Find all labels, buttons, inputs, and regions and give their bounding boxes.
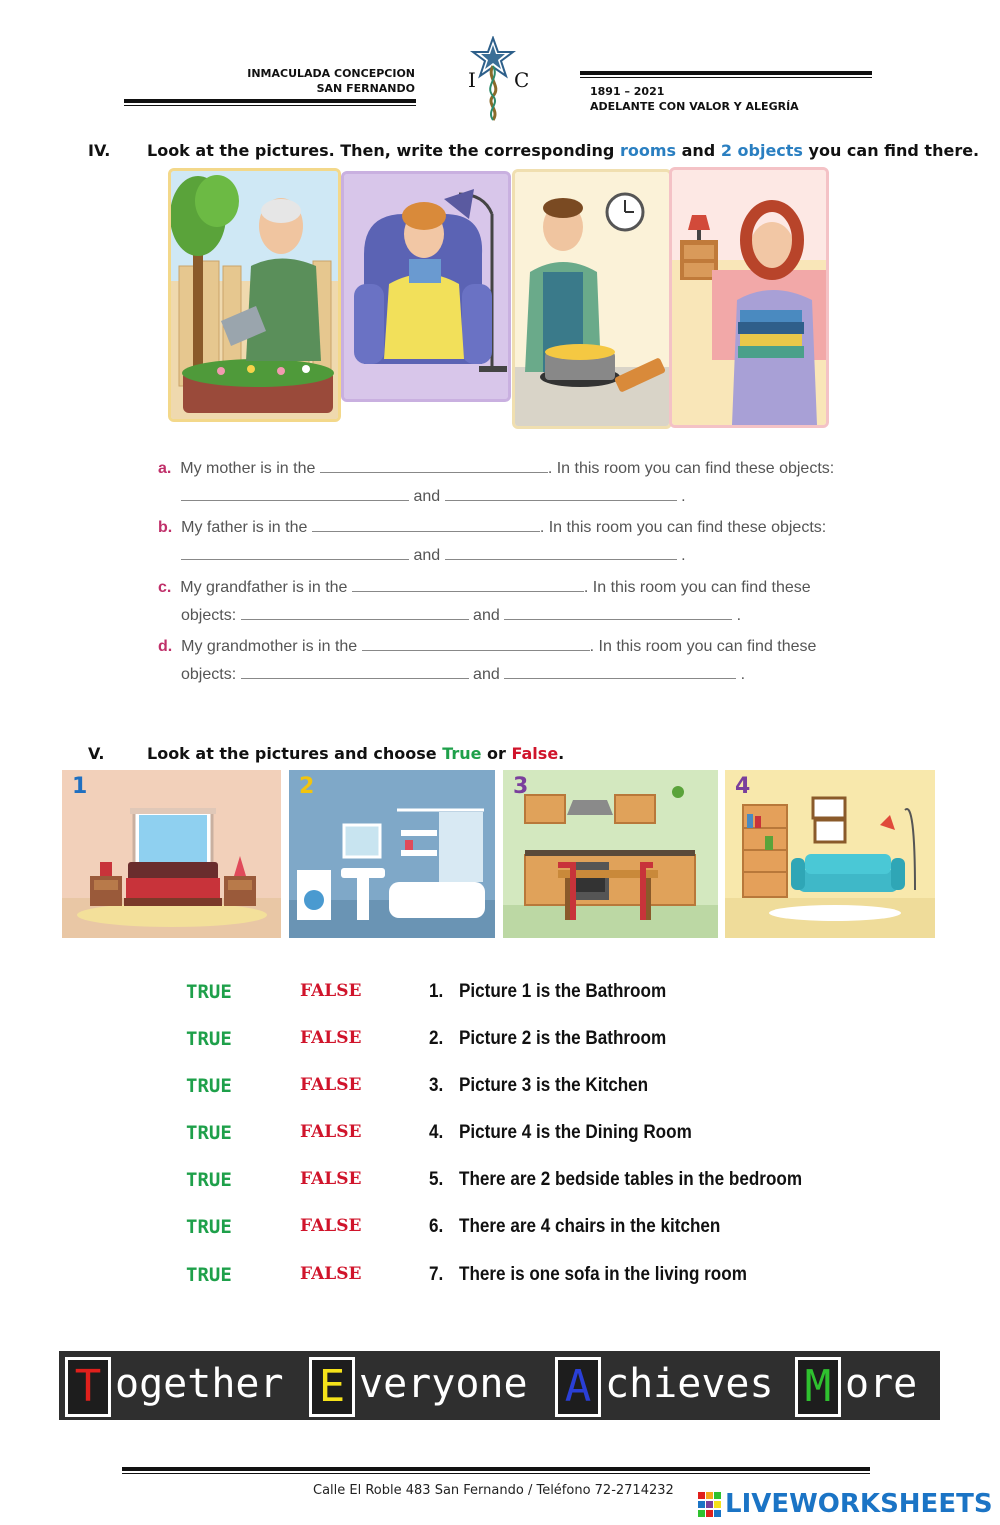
item-objects: objects: — [181, 666, 237, 683]
statement-text: Picture 4 is the Dining Room — [459, 1122, 692, 1143]
item-lead: My father is in the — [181, 519, 308, 536]
answer-blank-object2[interactable] — [504, 605, 732, 620]
instruction-rooms: rooms — [619, 141, 677, 160]
banner-initial-a: A — [555, 1357, 601, 1417]
school-motto-text: ADELANTE CON VALOR Y ALEGRÍA — [590, 100, 799, 113]
banner-word-more: ore — [845, 1361, 918, 1407]
item-objects: objects: — [181, 607, 237, 624]
school-name — [180, 66, 415, 96]
tf-row-5 — [186, 1169, 886, 1197]
footer-rule — [122, 1467, 870, 1474]
item-tail: . In this room you can find these objects: — [539, 519, 827, 536]
instruction-false: False — [511, 744, 559, 763]
picture-number: 1 — [72, 774, 88, 799]
picture-number: 3 — [513, 774, 529, 799]
true-option[interactable]: TRUE — [186, 1122, 232, 1144]
exercise-item-d — [158, 636, 858, 684]
exercise-item-c — [158, 577, 858, 625]
tf-row-2 — [186, 1028, 886, 1056]
item-and: and — [413, 547, 441, 564]
statement-text: There are 2 bedside tables in the bedroom — [459, 1169, 803, 1190]
instruction-or: or — [481, 744, 512, 763]
statement-number: 7. — [429, 1264, 444, 1285]
room-picture-bedroom — [62, 770, 281, 938]
statement-number: 4. — [429, 1122, 444, 1143]
instruction-true: True — [442, 744, 482, 763]
instruction-and: and — [676, 141, 721, 160]
section-v-numeral: V. — [88, 744, 105, 763]
footer-address: Calle El Roble 483 San Fernando / Teléfono 72-2714232 — [313, 1483, 674, 1498]
school-logo — [462, 36, 534, 124]
item-tail: . In this room you can find these objects: — [547, 460, 835, 477]
banner-word-everyone: veryone — [359, 1361, 528, 1407]
item-letter: d. — [158, 638, 173, 655]
statement-number: 2. — [429, 1028, 444, 1049]
item-lead: My grandmother is in the — [181, 638, 358, 655]
logo-letter-i: I — [468, 68, 476, 92]
banner-word-together: ogether — [115, 1361, 284, 1407]
answer-blank-object1[interactable] — [181, 486, 409, 501]
tf-row-3 — [186, 1075, 886, 1103]
header-rule-right — [580, 71, 872, 78]
statement-text: Picture 3 is the Kitchen — [459, 1075, 649, 1096]
school-years: 1891 – 2021 — [590, 85, 665, 98]
tf-row-6 — [186, 1216, 886, 1244]
item-end: . — [681, 488, 686, 505]
picture-father-cooking — [512, 169, 672, 429]
answer-blank-object2[interactable] — [445, 486, 677, 501]
liveworksheets-logo-icon — [698, 1492, 722, 1518]
statement-text: Picture 1 is the Bathroom — [459, 981, 667, 1002]
item-tail: . In this room you can find these — [583, 579, 811, 596]
picture-grandfather-garden — [168, 168, 341, 422]
banner-word-achieves: chieves — [605, 1361, 774, 1407]
banner-initial-t: T — [65, 1357, 111, 1417]
answer-blank-object1[interactable] — [181, 545, 409, 560]
item-end: . — [736, 607, 742, 624]
false-option[interactable]: FALSE — [300, 1075, 362, 1095]
banner-initial-m: M — [795, 1357, 841, 1417]
instruction-text: Look at the pictures. Then, write the corresponding — [147, 141, 620, 160]
logo-letter-c: C — [514, 68, 530, 92]
answer-blank-room[interactable] — [362, 636, 590, 651]
school-name-line2: SAN FERNANDO — [316, 82, 415, 95]
instruction-end: . — [558, 744, 565, 763]
statement-text: There is one sofa in the living room — [459, 1264, 747, 1285]
tf-row-7 — [186, 1264, 886, 1292]
statement-number: 6. — [429, 1216, 444, 1237]
section-v-instruction — [147, 744, 564, 763]
tf-row-1 — [186, 981, 886, 1009]
section-iv-instruction — [147, 141, 979, 160]
true-option[interactable]: TRUE — [186, 1169, 232, 1191]
room-picture-bathroom — [289, 770, 495, 938]
team-banner — [59, 1351, 940, 1420]
false-option[interactable]: FALSE — [300, 1122, 362, 1142]
answer-blank-room[interactable] — [312, 517, 540, 532]
room-picture-living-room — [725, 770, 935, 938]
header-rule-left — [124, 99, 416, 106]
section-iv-numeral: IV. — [88, 141, 111, 160]
page-header — [0, 0, 1000, 125]
picture-number: 4 — [735, 774, 751, 799]
statement-text: There are 4 chairs in the kitchen — [459, 1216, 721, 1237]
statement-number: 5. — [429, 1169, 444, 1190]
true-option[interactable]: TRUE — [186, 981, 232, 1003]
item-and: and — [473, 607, 500, 624]
item-letter: a. — [158, 460, 172, 477]
answer-blank-object1[interactable] — [241, 664, 469, 679]
liveworksheets-brand[interactable] — [698, 1489, 998, 1521]
exercise-item-b — [158, 517, 858, 565]
item-end: . — [681, 547, 686, 564]
item-letter: c. — [158, 579, 172, 596]
false-option[interactable]: FALSE — [300, 1264, 362, 1284]
statement-text: Picture 2 is the Bathroom — [459, 1028, 667, 1049]
answer-blank-object1[interactable] — [241, 605, 469, 620]
item-letter: b. — [158, 519, 173, 536]
tf-row-4 — [186, 1122, 886, 1150]
picture-mother-bedroom — [669, 167, 829, 428]
true-option[interactable]: TRUE — [186, 1028, 232, 1050]
answer-blank-room[interactable] — [352, 577, 584, 592]
false-option[interactable]: FALSE — [300, 981, 362, 1001]
true-option[interactable]: TRUE — [186, 1264, 232, 1286]
exercise-item-a — [158, 458, 858, 506]
item-and: and — [413, 488, 441, 505]
instruction-objects: 2 objects — [720, 141, 803, 160]
picture-number: 2 — [299, 774, 315, 799]
false-option[interactable]: FALSE — [300, 1028, 362, 1048]
banner-initial-e: E — [309, 1357, 355, 1417]
true-option[interactable]: TRUE — [186, 1216, 232, 1238]
answer-blank-object2[interactable] — [504, 664, 736, 679]
answer-blank-room[interactable] — [320, 458, 548, 473]
item-end: . — [740, 666, 746, 683]
room-picture-kitchen — [503, 770, 718, 938]
school-motto — [590, 84, 799, 114]
school-name-line1: INMACULADA CONCEPCION — [247, 67, 415, 80]
item-and: and — [473, 666, 500, 683]
statement-number: 1. — [429, 981, 444, 1002]
picture-grandmother-reading — [341, 171, 511, 402]
item-lead: My mother is in the — [180, 460, 316, 477]
answer-blank-object2[interactable] — [445, 545, 677, 560]
statement-number: 3. — [429, 1075, 444, 1096]
instruction-end: you can find there. — [802, 141, 980, 160]
item-tail: . In this room you can find these — [589, 638, 817, 655]
false-option[interactable]: FALSE — [300, 1216, 362, 1236]
liveworksheets-wordmark: LIVEWORKSHEETS — [725, 1489, 993, 1519]
true-option[interactable]: TRUE — [186, 1075, 232, 1097]
item-lead: My grandfather is in the — [180, 579, 348, 596]
false-option[interactable]: FALSE — [300, 1169, 362, 1189]
instruction-text: Look at the pictures and choose — [147, 744, 443, 763]
